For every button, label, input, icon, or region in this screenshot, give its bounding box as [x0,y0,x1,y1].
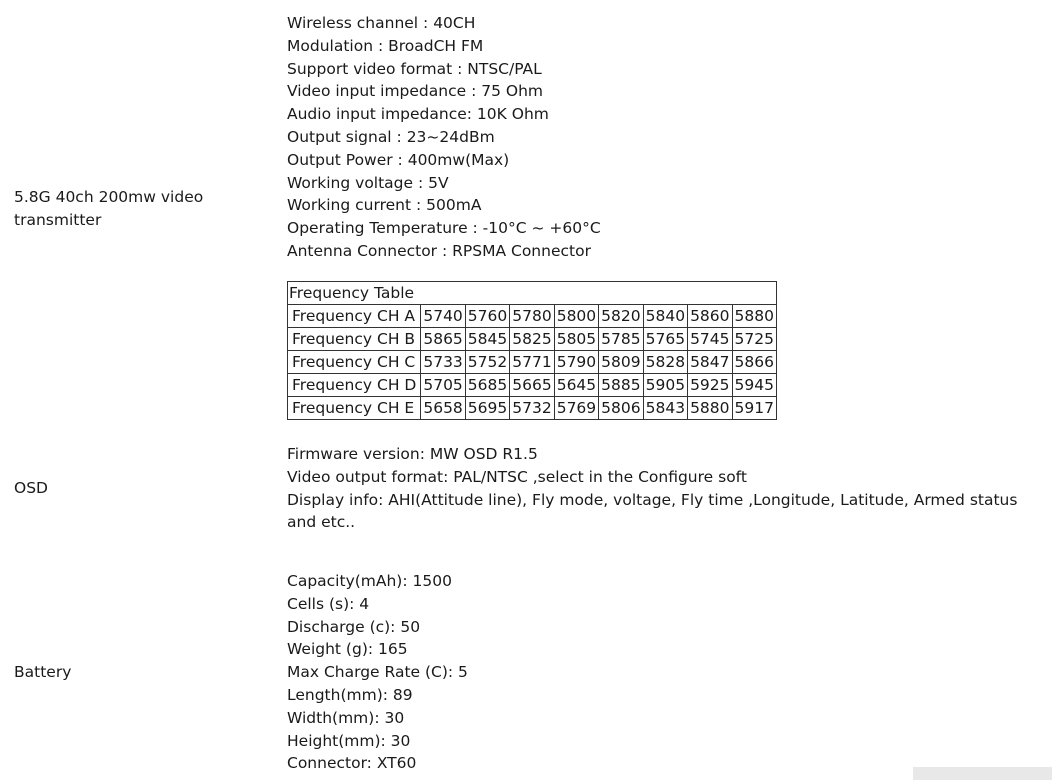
table-cell: 5905 [643,374,687,397]
spec-line: Cells (s): 4 [287,594,370,613]
section-label-battery: Battery [14,663,72,681]
scrollbar-corner [913,767,1052,780]
spec-line: Video input impedance : 75 Ohm [287,82,543,101]
table-cell: 5945 [732,374,776,397]
spec-line: Length(mm): 89 [287,685,413,704]
section-label-osd: OSD [14,479,48,497]
battery-specs [287,570,1047,775]
table-cell: 5845 [465,328,509,351]
table-row [288,351,777,374]
table-cell: 5866 [732,351,776,374]
table-cell: 5840 [643,305,687,328]
table-cell: 5785 [599,328,643,351]
table-cell: 5860 [688,305,732,328]
table-row [288,328,777,351]
table-cell: 5745 [688,328,732,351]
spec-line: Capacity(mAh): 1500 [287,572,452,590]
table-cell: 5695 [465,397,509,420]
table-cell: 5665 [510,374,554,397]
frequency-table [287,281,777,420]
spec-line: Operating Temperature : -10°C ~ +60°C [287,219,601,238]
table-cell: 5806 [599,397,643,420]
row-label: Frequency CH B [288,328,421,351]
table-cell: 5769 [554,397,598,420]
row-label: Frequency CH A [288,305,421,328]
table-cell: 5658 [421,397,465,420]
spec-line: Height(mm): 30 [287,731,411,750]
osd-specs [287,443,1043,534]
table-cell: 5917 [732,397,776,420]
table-cell: 5847 [688,351,732,374]
row-label: Frequency CH C [288,351,421,374]
spec-line: Weight (g): 165 [287,640,408,659]
table-cell: 5825 [510,328,554,351]
table-row [288,305,777,328]
table-cell: 5645 [554,374,598,397]
frequency-table-header [288,282,777,305]
table-cell: 5925 [688,374,732,397]
table-cell: 5780 [510,305,554,328]
table-cell: 5685 [465,374,509,397]
table-cell: 5752 [465,351,509,374]
table-row [288,374,777,397]
table-cell: 5732 [510,397,554,420]
table-cell: 5828 [643,351,687,374]
table-cell: 5885 [599,374,643,397]
row-label: Frequency CH D [288,374,421,397]
frequency-table-title: Frequency Table [288,282,777,305]
row-label: Frequency CH E [288,397,421,420]
table-cell: 5880 [688,397,732,420]
table-cell: 5805 [554,328,598,351]
spec-line: Firmware version: MW OSD R1.5 [287,445,538,463]
table-row [288,397,777,420]
spec-line: Discharge (c): 50 [287,617,421,636]
spec-line: Modulation : BroadCH FM [287,36,484,55]
table-cell: 5771 [510,351,554,374]
spec-line: Connector: XT60 [287,754,417,773]
table-cell: 5705 [421,374,465,397]
spec-line: Video output format: PAL/NTSC ,select in the Configure soft [287,467,747,486]
table-cell: 5725 [732,328,776,351]
table-cell: 5820 [599,305,643,328]
table-cell: 5765 [643,328,687,351]
spec-line: Support video format : NTSC/PAL [287,59,542,78]
table-cell: 5790 [554,351,598,374]
table-cell: 5843 [643,397,687,420]
spec-line: Output signal : 23~24dBm [287,127,495,146]
table-cell: 5733 [421,351,465,374]
table-cell: 5760 [465,305,509,328]
table-cell: 5740 [421,305,465,328]
spec-line: Display info: AHI(Attitude line), Fly mode, voltage, Fly time ,Longitude, Latitude, Armed status and etc.. [287,490,1018,532]
spec-line: Working voltage : 5V [287,173,449,192]
spec-line: Wireless channel : 40CH [287,14,476,32]
table-cell: 5809 [599,351,643,374]
table-cell: 5800 [554,305,598,328]
spec-line: Max Charge Rate (C): 5 [287,663,468,682]
section-label-video-transmitter: 5.8G 40ch 200mw video transmitter [14,188,204,229]
spec-line: Audio input impedance: 10K Ohm [287,105,549,124]
video-transmitter-specs [287,12,1047,263]
spec-line: Width(mm): 30 [287,708,405,727]
spec-line: Output Power : 400mw(Max) [287,150,510,169]
table-cell: 5880 [732,305,776,328]
spec-line: Working current : 500mA [287,196,482,215]
table-cell: 5865 [421,328,465,351]
spec-line: Antenna Connector : RPSMA Connector [287,241,591,260]
